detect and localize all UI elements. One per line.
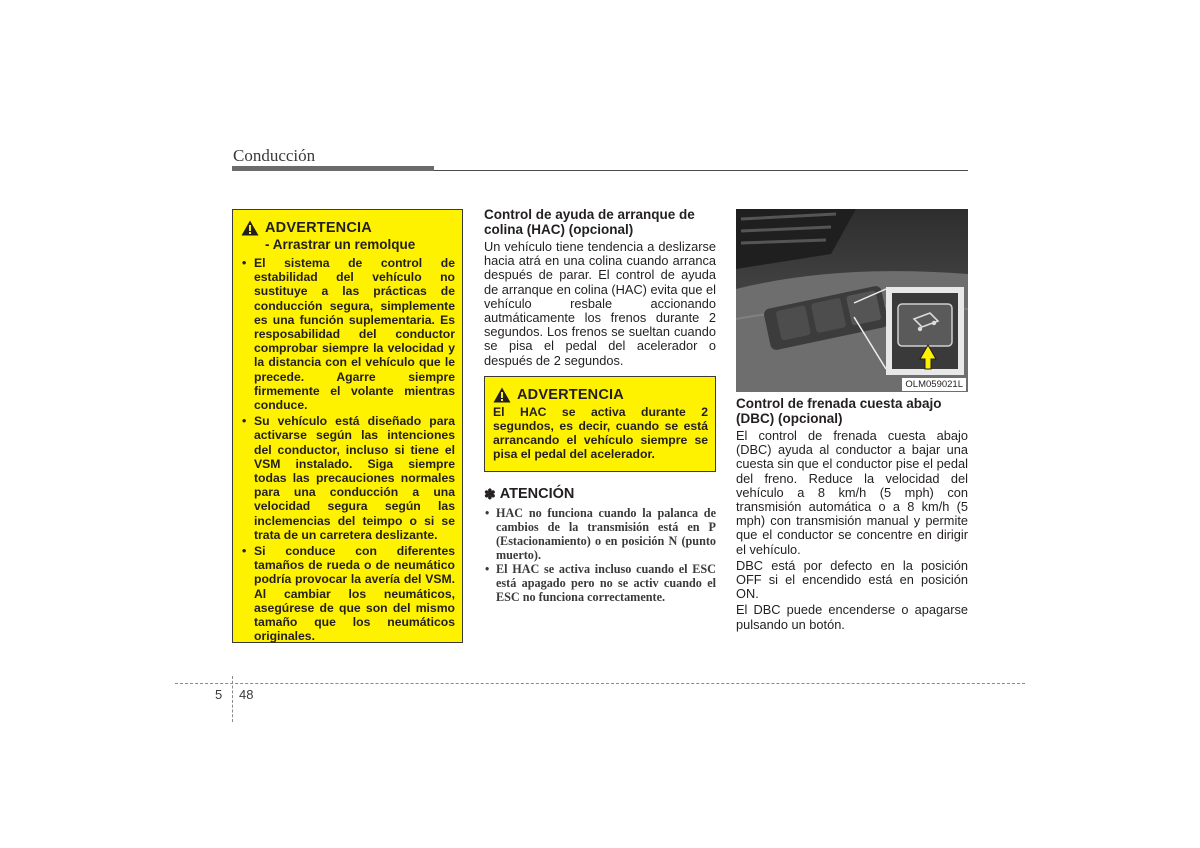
dashboard-switch-photo bbox=[736, 209, 968, 392]
caution-icon: ✽ bbox=[484, 485, 496, 502]
warning-title: ADVERTENCIA bbox=[517, 386, 624, 403]
page-number: 48 bbox=[239, 687, 254, 702]
dbc-paragraph: El control de frenada cuesta abajo (DBC) ayuda al conductor a bajar una cuesta sin que el conductor pise el pedal del freno. Reduce la velocidad del vehículo a 8 km/h (5 mph) con transmisión automática o a 8 km/h (5 mph) con transmisión manual y permite que el conductor se concentre en dirigir el vehículo. bbox=[736, 428, 968, 557]
warning-item: • Su vehículo está diseñado para activarse según las intenciones del conductor, incluso si tiene el VSM instalado. Siga siempre todas las precauciones normales para una conducción a una velocidad segura según las inclemencias del teimpo o si se trata de un carretera deslizante. bbox=[241, 414, 455, 542]
warning-list bbox=[241, 256, 455, 643]
hac-body: Un vehículo tiene tendencia a deslizarse hacia atrá en una colina cuando arranca después de parar. El control de ayuda de arranque en colina (HAC) evita que el vehículo resbale accionando autmáticamente los frenos durante 2 segundos. Los frenos se sueltan cuando se pisa el pedal del acelerador o después de 2 segundos. bbox=[484, 239, 716, 368]
hac-column bbox=[484, 207, 716, 604]
warning-title: ADVERTENCIA bbox=[265, 220, 372, 236]
chapter-number: 5 bbox=[215, 687, 223, 702]
warning-box-hac bbox=[484, 376, 716, 472]
caution-item: • El HAC se activa incluso cuando el ESC está apagado pero no se activ cuando el ESC no funciona correctamente. bbox=[484, 562, 716, 604]
header-rule-thin bbox=[434, 170, 968, 171]
warning-triangle-icon bbox=[493, 387, 511, 403]
header-rule-thick bbox=[232, 166, 434, 171]
warning-subtitle: - Arrastrar un remolque bbox=[265, 237, 416, 252]
caution-item: • HAC no funciona cuando la palanca de cambios de la transmisión está en P (Estacionamiento) o en posición N (punto muerto). bbox=[484, 506, 716, 562]
dbc-paragraph: DBC está por defecto en la posición OFF si el encendido está en posición ON. bbox=[736, 557, 968, 602]
photo-reference-code: OLM059021L bbox=[902, 378, 966, 391]
warning-text: El HAC se activa durante 2 segundos, es decir, cuando se está arrancando el vehículo siempre se pisa el pedal del acelerador. bbox=[493, 404, 708, 462]
hac-heading: Control de ayuda de arranque de colina (HAC) (opcional) bbox=[484, 207, 695, 237]
footer-vertical-divider bbox=[232, 676, 233, 722]
footer-divider bbox=[175, 683, 1025, 684]
dbc-heading: Control de frenada cuesta abajo (DBC) (opcional) bbox=[736, 396, 942, 426]
dbc-switch-illustration bbox=[736, 209, 968, 392]
dbc-column bbox=[736, 396, 968, 632]
section-title: Conducción bbox=[233, 146, 316, 165]
caution-list bbox=[484, 506, 716, 604]
warning-box-towing bbox=[232, 209, 463, 643]
caution-title: ATENCIÓN bbox=[499, 486, 575, 503]
dbc-paragraph: El DBC puede encenderse o apagarse pulsando un botón. bbox=[736, 602, 968, 632]
warning-triangle-icon bbox=[241, 220, 259, 236]
warning-item: • El sistema de control de estabilidad del vehículo no sustituye a las prácticas de conducción segura, simplemente es una función suplementaria. Es resposabilidad del conductor comprobar siempre la velocidad y la distancia con el vehículo que le precede. Agarre siempre firmemente el volante mientras conduce. bbox=[241, 256, 455, 412]
caution-header bbox=[484, 486, 716, 503]
warning-item: • Si conduce con diferentes tamaños de rueda o de neumático podría provocar la avería del VSM. Al cambiar los neumáticos, asegúrese de que son del mismo tamaño que los neumáticos originales. bbox=[241, 544, 455, 643]
